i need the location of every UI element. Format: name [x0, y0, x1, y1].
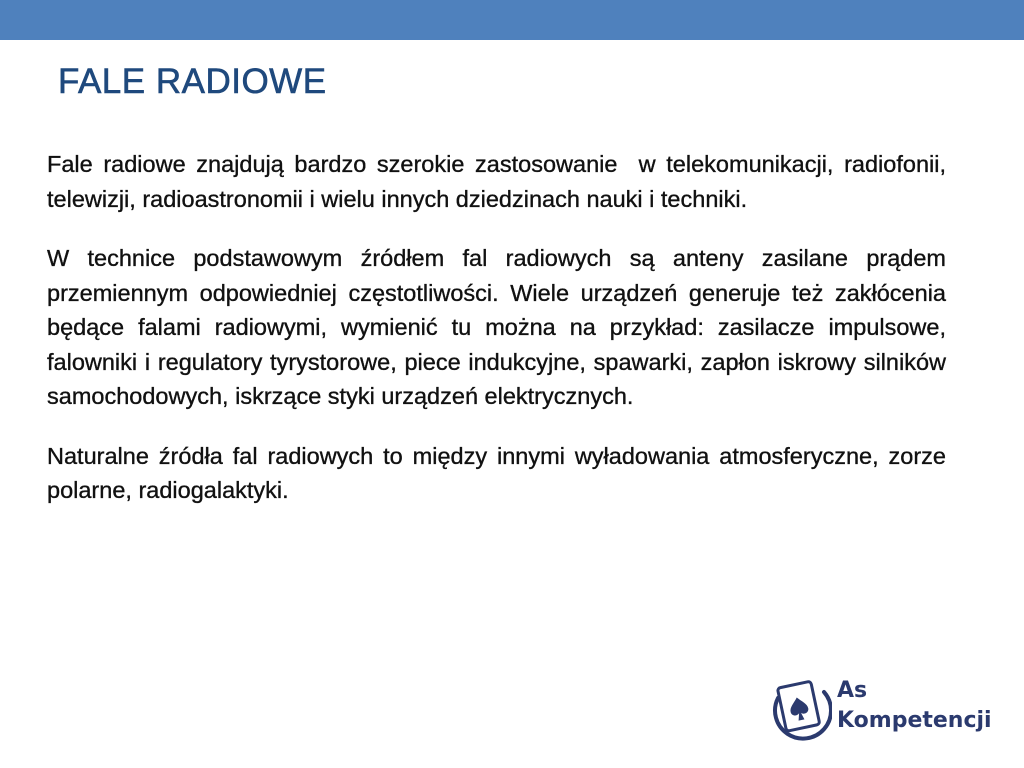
as-kompetencji-logo — [768, 670, 998, 746]
logo-line-2: Kompetencji — [837, 708, 992, 733]
paragraph-natural-sources: Naturalne źródła fal radiowych to między innymi wyładowania atmosferyczne, zorze polarne, radiogalaktyki. — [47, 442, 946, 503]
top-accent-bar — [0, 0, 1024, 40]
logo-wordmark — [837, 676, 992, 736]
spade-card-icon — [768, 670, 832, 746]
slide-title: FALE RADIOWE — [58, 62, 327, 101]
logo-line-1: As — [837, 678, 868, 703]
paragraph-technical-sources: W technice podstawowym źródłem fal radiowych są anteny zasilane prądem przemiennym odpowiedniej częstotliwości. Wiele urządzeń generuje też zakłócenia będące falami radiowymi, wymienić tu można na przykład: zasilacze impulsowe, falowniki i regulatory tyrystorowe, piece indukcyjne, spawarki, zapłon iskrowy silników samochodowych, iskrzące styki urządzeń elektrycznych. — [47, 245, 946, 409]
slide-body — [47, 147, 946, 533]
paragraph-applications: Fale radiowe znajdują bardzo szerokie zastosowanie w telekomunikacji, radiofonii, telewizji, radioastronomii i wielu innych dziedzinach nauki i techniki. — [47, 151, 946, 212]
